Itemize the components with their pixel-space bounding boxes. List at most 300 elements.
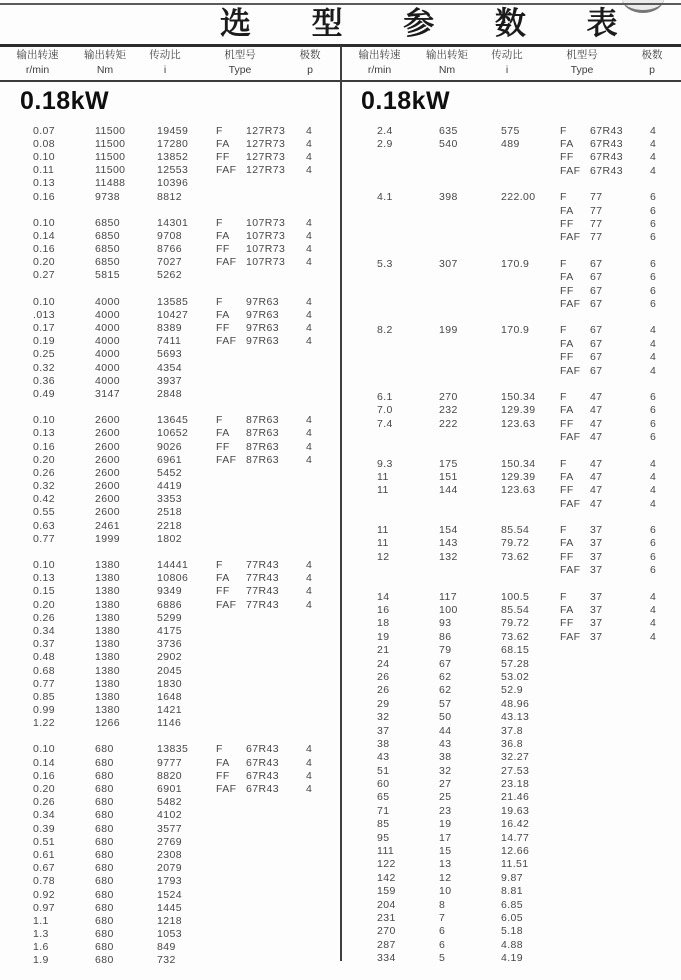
cell-ratio: 2769 bbox=[157, 835, 182, 848]
cell-poles: 4 bbox=[650, 590, 657, 603]
table-row bbox=[0, 440, 340, 453]
page-title: 选 型 参 数 表 bbox=[220, 6, 644, 41]
table-row bbox=[341, 764, 681, 777]
cell-type-model: 67 bbox=[590, 364, 603, 377]
cell-torque: 15 bbox=[439, 845, 452, 858]
cell-type-prefix: F bbox=[560, 590, 567, 603]
cell-torque: 635 bbox=[439, 124, 458, 137]
cell-torque: 11500 bbox=[95, 150, 126, 163]
cell-type-prefix: FF bbox=[560, 550, 574, 563]
cell-torque: 1380 bbox=[95, 585, 120, 598]
cell-poles: 4 bbox=[306, 216, 313, 229]
cell-speed: 0.25 bbox=[33, 348, 56, 361]
cell-speed: 0.20 bbox=[33, 783, 56, 796]
cell-speed: 0.11 bbox=[33, 164, 55, 177]
cell-type-model: 47 bbox=[590, 431, 603, 444]
table-row bbox=[341, 404, 681, 417]
cell-poles: 4 bbox=[650, 470, 657, 483]
cell-torque: 50 bbox=[439, 711, 452, 724]
table-row bbox=[0, 558, 340, 571]
power-heading: 0.18kW bbox=[20, 87, 110, 115]
cell-type-model: 77R43 bbox=[246, 585, 279, 598]
header-output-speed bbox=[0, 48, 75, 78]
cell-torque: 4000 bbox=[95, 361, 120, 374]
cell-ratio: 37.8 bbox=[501, 724, 524, 737]
cell-type-prefix: FAF bbox=[560, 564, 581, 577]
cell-speed: 51 bbox=[377, 764, 390, 777]
cell-torque: 9738 bbox=[95, 190, 120, 203]
cell-torque: 1266 bbox=[95, 717, 120, 730]
cell-ratio: 489 bbox=[501, 138, 520, 151]
cell-speed: 0.17 bbox=[33, 322, 56, 335]
header-output-speed bbox=[342, 48, 417, 78]
table-row bbox=[341, 523, 681, 536]
cell-speed: 9.3 bbox=[377, 457, 393, 470]
cell-speed: 0.16 bbox=[33, 243, 56, 256]
table-row bbox=[0, 664, 340, 677]
cell-torque: 1380 bbox=[95, 572, 120, 585]
cell-speed: 122 bbox=[377, 858, 396, 871]
cell-ratio: 6901 bbox=[157, 783, 182, 796]
cell-speed: 19 bbox=[377, 630, 390, 643]
cell-ratio: 10427 bbox=[157, 308, 189, 321]
table-row bbox=[0, 690, 340, 703]
cell-torque: 93 bbox=[439, 617, 452, 630]
table-row bbox=[0, 190, 340, 203]
header-unit: p bbox=[649, 64, 655, 76]
cell-ratio: 10806 bbox=[157, 572, 189, 585]
table-row bbox=[341, 231, 681, 244]
cell-ratio: 6.05 bbox=[501, 912, 524, 924]
header-unit: i bbox=[505, 64, 509, 76]
cell-speed: 71 bbox=[377, 804, 390, 817]
cell-speed: 231 bbox=[377, 912, 396, 924]
cell-speed: 0.61 bbox=[33, 848, 56, 861]
cell-ratio: 13585 bbox=[157, 295, 189, 308]
table-row bbox=[0, 348, 340, 361]
cell-speed: 0.20 bbox=[33, 598, 56, 611]
cell-speed: 0.10 bbox=[33, 559, 56, 572]
cell-ratio: 9777 bbox=[157, 756, 182, 769]
table-row bbox=[341, 617, 681, 630]
cell-ratio: 73.62 bbox=[501, 550, 530, 563]
data-block bbox=[0, 216, 340, 282]
cell-ratio: 4.88 bbox=[501, 938, 524, 951]
cell-ratio: 2848 bbox=[157, 387, 182, 400]
cell-poles: 6 bbox=[650, 550, 657, 563]
cell-speed: 0.13 bbox=[33, 572, 56, 585]
cell-type-model: 67 bbox=[590, 297, 603, 310]
table-row bbox=[0, 256, 340, 269]
cell-torque: 1380 bbox=[95, 559, 120, 572]
cell-type-model: 87R63 bbox=[246, 453, 279, 466]
cell-torque: 1380 bbox=[95, 598, 120, 611]
cell-speed: 270 bbox=[377, 925, 396, 938]
cell-ratio: 170.9 bbox=[501, 324, 530, 337]
cell-speed: 334 bbox=[377, 952, 396, 965]
cell-speed: 0.32 bbox=[33, 480, 56, 493]
cell-torque: 4000 bbox=[95, 322, 120, 335]
table-row bbox=[0, 572, 340, 585]
header-unit: p bbox=[307, 64, 313, 76]
cell-speed: 0.10 bbox=[33, 414, 56, 427]
cell-torque: 680 bbox=[95, 862, 114, 875]
cell-torque: 10 bbox=[439, 885, 452, 898]
cell-ratio: 4419 bbox=[157, 480, 182, 493]
cell-type-prefix: FAF bbox=[560, 497, 581, 510]
cell-speed: 65 bbox=[377, 791, 390, 804]
cell-ratio: 2902 bbox=[157, 651, 182, 664]
table-row bbox=[341, 364, 681, 377]
cell-torque: 680 bbox=[95, 954, 114, 967]
table-row bbox=[341, 710, 681, 723]
cell-type-prefix: F bbox=[560, 457, 567, 470]
cell-ratio: 13835 bbox=[157, 743, 189, 756]
cell-speed: 0.37 bbox=[33, 638, 56, 651]
cell-type-prefix: FA bbox=[560, 470, 574, 483]
cell-speed: 0.34 bbox=[33, 809, 56, 822]
cell-speed: 0.16 bbox=[33, 190, 56, 203]
cell-torque: 151 bbox=[439, 470, 458, 483]
data-block bbox=[341, 124, 681, 178]
table-row bbox=[341, 831, 681, 844]
cell-ratio: 123.63 bbox=[501, 484, 536, 497]
table-row bbox=[341, 164, 681, 177]
cell-poles: 4 bbox=[650, 497, 657, 510]
cell-torque: 680 bbox=[95, 756, 114, 769]
table-row bbox=[341, 657, 681, 670]
cell-type-prefix: FAF bbox=[560, 630, 581, 643]
cell-torque: 2600 bbox=[95, 506, 120, 519]
cell-torque: 23 bbox=[439, 804, 452, 817]
cell-type-prefix: FAF bbox=[560, 164, 581, 177]
cell-type-model: 77 bbox=[590, 204, 603, 217]
cell-type-prefix: F bbox=[216, 743, 223, 756]
cell-speed: 60 bbox=[377, 778, 390, 791]
cell-ratio: 6886 bbox=[157, 598, 182, 611]
table-row bbox=[341, 751, 681, 764]
header-label: 机型号 bbox=[566, 49, 598, 61]
cell-poles: 4 bbox=[306, 295, 313, 308]
cell-speed: 0.99 bbox=[33, 704, 56, 717]
cell-poles: 4 bbox=[306, 598, 313, 611]
cell-poles: 4 bbox=[306, 164, 313, 177]
cell-type-prefix: FAF bbox=[560, 297, 581, 310]
table-row bbox=[0, 638, 340, 651]
cell-type-model: 67R43 bbox=[246, 769, 279, 782]
cell-poles: 4 bbox=[306, 559, 313, 572]
cell-torque: 307 bbox=[439, 257, 458, 270]
cell-torque: 680 bbox=[95, 901, 114, 914]
cell-ratio: 2079 bbox=[157, 862, 182, 875]
cell-torque: 680 bbox=[95, 769, 114, 782]
cell-ratio: 19459 bbox=[157, 124, 189, 137]
cell-torque: 2600 bbox=[95, 414, 120, 427]
cell-poles: 6 bbox=[650, 271, 657, 284]
table-row bbox=[341, 644, 681, 657]
cell-type-prefix: F bbox=[560, 124, 567, 137]
cell-type-prefix: FF bbox=[216, 243, 230, 256]
cell-torque: 12 bbox=[439, 871, 452, 884]
cell-ratio: 1421 bbox=[157, 704, 182, 717]
table-row bbox=[0, 624, 340, 637]
cell-torque: 43 bbox=[439, 737, 452, 750]
cell-torque: 199 bbox=[439, 324, 458, 337]
cell-torque: 44 bbox=[439, 724, 452, 737]
cell-ratio: 2308 bbox=[157, 848, 182, 861]
cell-speed: 0.10 bbox=[33, 743, 56, 756]
cell-ratio: 10652 bbox=[157, 427, 189, 440]
cell-poles: 4 bbox=[650, 484, 657, 497]
cell-torque: 2600 bbox=[95, 466, 120, 479]
cell-poles: 6 bbox=[650, 297, 657, 310]
cell-ratio: 129.39 bbox=[501, 470, 536, 483]
cell-torque: 4000 bbox=[95, 308, 120, 321]
cell-torque: 144 bbox=[439, 484, 458, 497]
table-row bbox=[341, 337, 681, 350]
cell-poles: 6 bbox=[650, 404, 657, 417]
cell-torque: 1999 bbox=[95, 532, 120, 545]
cell-ratio: 1830 bbox=[157, 677, 182, 690]
cell-ratio: 9026 bbox=[157, 440, 182, 453]
cell-torque: 13 bbox=[439, 858, 452, 871]
cell-torque: 680 bbox=[95, 888, 114, 901]
cell-speed: 0.08 bbox=[33, 137, 56, 150]
cell-type-model: 77 bbox=[590, 231, 603, 244]
table-row bbox=[341, 390, 681, 403]
table-row bbox=[341, 484, 681, 497]
cell-speed: 0.97 bbox=[33, 901, 56, 914]
table-row bbox=[0, 321, 340, 334]
cell-ratio: 48.96 bbox=[501, 697, 530, 710]
cell-type-prefix: FAF bbox=[216, 256, 237, 269]
cell-speed: 14 bbox=[377, 590, 390, 603]
table-row bbox=[341, 791, 681, 804]
table-row bbox=[0, 124, 340, 137]
cell-poles: 6 bbox=[650, 204, 657, 217]
header-unit: Type bbox=[570, 64, 594, 76]
header-label: 输出转矩 bbox=[426, 49, 468, 61]
cell-torque: 6850 bbox=[95, 243, 120, 256]
cell-ratio: 73.62 bbox=[501, 630, 530, 643]
cell-ratio: 1802 bbox=[157, 532, 182, 545]
cell-torque: 680 bbox=[95, 743, 114, 756]
cell-torque: 62 bbox=[439, 670, 452, 683]
cell-torque: 4000 bbox=[95, 335, 120, 348]
cell-speed: 26 bbox=[377, 670, 390, 683]
cell-speed: 0.67 bbox=[33, 862, 56, 875]
cell-type-model: 127R73 bbox=[246, 124, 286, 137]
cell-speed: .013 bbox=[33, 308, 56, 321]
cell-torque: 680 bbox=[95, 783, 114, 796]
table-row bbox=[341, 777, 681, 790]
cell-torque: 6 bbox=[439, 925, 446, 938]
cell-ratio: 57.28 bbox=[501, 657, 530, 670]
cell-type-model: 77 bbox=[590, 218, 603, 231]
header-output-torque bbox=[417, 48, 477, 78]
cell-type-prefix: F bbox=[560, 324, 567, 337]
data-block bbox=[341, 590, 681, 965]
table-row bbox=[341, 885, 681, 898]
data-block bbox=[341, 523, 681, 577]
cell-type-model: 87R63 bbox=[246, 427, 279, 440]
table-row bbox=[0, 480, 340, 493]
cell-type-prefix: FA bbox=[560, 271, 574, 284]
cell-ratio: 150.34 bbox=[501, 390, 536, 403]
cell-speed: 0.07 bbox=[33, 124, 56, 137]
cell-poles: 4 bbox=[306, 150, 313, 163]
table-row bbox=[0, 914, 340, 927]
table-row bbox=[341, 603, 681, 616]
cell-speed: 0.10 bbox=[33, 150, 56, 163]
cell-ratio: 23.18 bbox=[501, 778, 530, 791]
cell-ratio: 17280 bbox=[157, 137, 189, 150]
cell-torque: 6 bbox=[439, 938, 446, 951]
cell-ratio: 4102 bbox=[157, 809, 182, 822]
cell-ratio: 3736 bbox=[157, 638, 182, 651]
cell-type-prefix: FAF bbox=[216, 783, 237, 796]
cell-type-prefix: FA bbox=[216, 308, 230, 321]
cell-type-prefix: FAF bbox=[560, 431, 581, 444]
cell-speed: 1.22 bbox=[33, 717, 56, 730]
cell-speed: 0.68 bbox=[33, 664, 56, 677]
cell-type-prefix: FAF bbox=[560, 231, 581, 244]
cell-poles: 6 bbox=[650, 524, 657, 537]
cell-torque: 680 bbox=[95, 848, 114, 861]
cell-torque: 2600 bbox=[95, 427, 120, 440]
cell-ratio: 1053 bbox=[157, 928, 182, 941]
cell-type-prefix: FF bbox=[560, 617, 574, 630]
table-row bbox=[341, 858, 681, 871]
cell-ratio: 100.5 bbox=[501, 590, 530, 603]
cell-ratio: 170.9 bbox=[501, 257, 530, 270]
cell-ratio: 6.85 bbox=[501, 898, 524, 911]
table-row bbox=[341, 818, 681, 831]
table-row bbox=[341, 925, 681, 938]
table-row bbox=[341, 204, 681, 217]
table-row bbox=[341, 724, 681, 737]
cell-speed: 38 bbox=[377, 737, 390, 750]
cell-type-prefix: FA bbox=[216, 229, 230, 242]
cell-type-model: 67 bbox=[590, 337, 603, 350]
table-row bbox=[0, 295, 340, 308]
cell-speed: 24 bbox=[377, 657, 390, 670]
cell-type-model: 107R73 bbox=[246, 216, 286, 229]
cell-ratio: 3353 bbox=[157, 493, 182, 506]
table-row bbox=[341, 137, 681, 150]
cell-ratio: 14.77 bbox=[501, 831, 530, 844]
cell-ratio: 5482 bbox=[157, 796, 182, 809]
cell-torque: 1380 bbox=[95, 611, 120, 624]
cell-ratio: 5693 bbox=[157, 348, 182, 361]
cell-poles: 6 bbox=[650, 231, 657, 244]
table-row bbox=[0, 308, 340, 321]
cell-type-prefix: FA bbox=[560, 604, 574, 617]
cell-speed: 0.77 bbox=[33, 532, 56, 545]
data-block bbox=[0, 295, 340, 401]
cell-type-model: 37 bbox=[590, 564, 603, 577]
cell-type-model: 67 bbox=[590, 257, 603, 270]
cell-speed: 204 bbox=[377, 898, 396, 911]
table-row bbox=[0, 796, 340, 809]
cell-ratio: 1524 bbox=[157, 888, 182, 901]
table-row bbox=[0, 941, 340, 954]
cell-ratio: 27.53 bbox=[501, 764, 530, 777]
table-row bbox=[341, 284, 681, 297]
table-row bbox=[0, 704, 340, 717]
cell-ratio: 10396 bbox=[157, 177, 189, 190]
cell-speed: 0.77 bbox=[33, 677, 56, 690]
cell-torque: 2600 bbox=[95, 493, 120, 506]
cell-ratio: 1146 bbox=[157, 717, 182, 730]
cell-ratio: 1793 bbox=[157, 875, 182, 888]
cell-speed: 11 bbox=[377, 524, 389, 537]
cell-ratio: 5299 bbox=[157, 611, 182, 624]
cell-ratio: 8820 bbox=[157, 769, 182, 782]
table-row bbox=[341, 938, 681, 951]
table-row bbox=[0, 611, 340, 624]
cell-ratio: 12.66 bbox=[501, 845, 530, 858]
cell-speed: 0.48 bbox=[33, 651, 56, 664]
cell-speed: 0.14 bbox=[33, 229, 56, 242]
cell-torque: 5815 bbox=[95, 269, 120, 282]
cell-ratio: 7411 bbox=[157, 335, 182, 348]
cell-torque: 11488 bbox=[95, 177, 126, 190]
cell-torque: 154 bbox=[439, 524, 458, 537]
cell-speed: 7.4 bbox=[377, 417, 393, 430]
header-poles bbox=[285, 48, 335, 78]
table-row bbox=[0, 848, 340, 861]
cell-speed: 142 bbox=[377, 871, 396, 884]
cell-type-model: 47 bbox=[590, 457, 603, 470]
cell-type-model: 97R63 bbox=[246, 335, 279, 348]
table-row bbox=[0, 585, 340, 598]
cell-speed: 2.4 bbox=[377, 124, 393, 137]
cell-type-model: 77 bbox=[590, 191, 603, 204]
cell-torque: 67 bbox=[439, 657, 452, 670]
cell-speed: 0.19 bbox=[33, 335, 56, 348]
data-block bbox=[341, 324, 681, 378]
cell-poles: 4 bbox=[650, 617, 657, 630]
cell-torque: 11500 bbox=[95, 124, 126, 137]
cell-torque: 270 bbox=[439, 390, 458, 403]
cell-torque: 86 bbox=[439, 630, 452, 643]
cell-torque: 680 bbox=[95, 914, 114, 927]
cell-type-prefix: F bbox=[216, 124, 223, 137]
cell-torque: 222 bbox=[439, 417, 458, 430]
cell-torque: 680 bbox=[95, 928, 114, 941]
cell-ratio: 11.51 bbox=[501, 858, 529, 871]
cell-ratio: 13852 bbox=[157, 150, 189, 163]
cell-ratio: 8812 bbox=[157, 190, 182, 203]
cell-type-prefix: FAF bbox=[216, 335, 237, 348]
cell-torque: 680 bbox=[95, 822, 114, 835]
cell-ratio: 1218 bbox=[157, 914, 182, 927]
cell-ratio: 129.39 bbox=[501, 404, 536, 417]
table-row bbox=[341, 297, 681, 310]
table-row bbox=[341, 217, 681, 230]
cell-type-prefix: FA bbox=[560, 138, 574, 151]
cell-torque: 175 bbox=[439, 457, 458, 470]
cell-type-model: 47 bbox=[590, 497, 603, 510]
cell-torque: 57 bbox=[439, 697, 452, 710]
cell-ratio: 79.72 bbox=[501, 617, 530, 630]
cell-torque: 6850 bbox=[95, 216, 120, 229]
cell-poles: 4 bbox=[650, 124, 657, 137]
cell-speed: 0.26 bbox=[33, 796, 56, 809]
cell-type-prefix: FF bbox=[216, 769, 230, 782]
cell-torque: 6850 bbox=[95, 229, 120, 242]
